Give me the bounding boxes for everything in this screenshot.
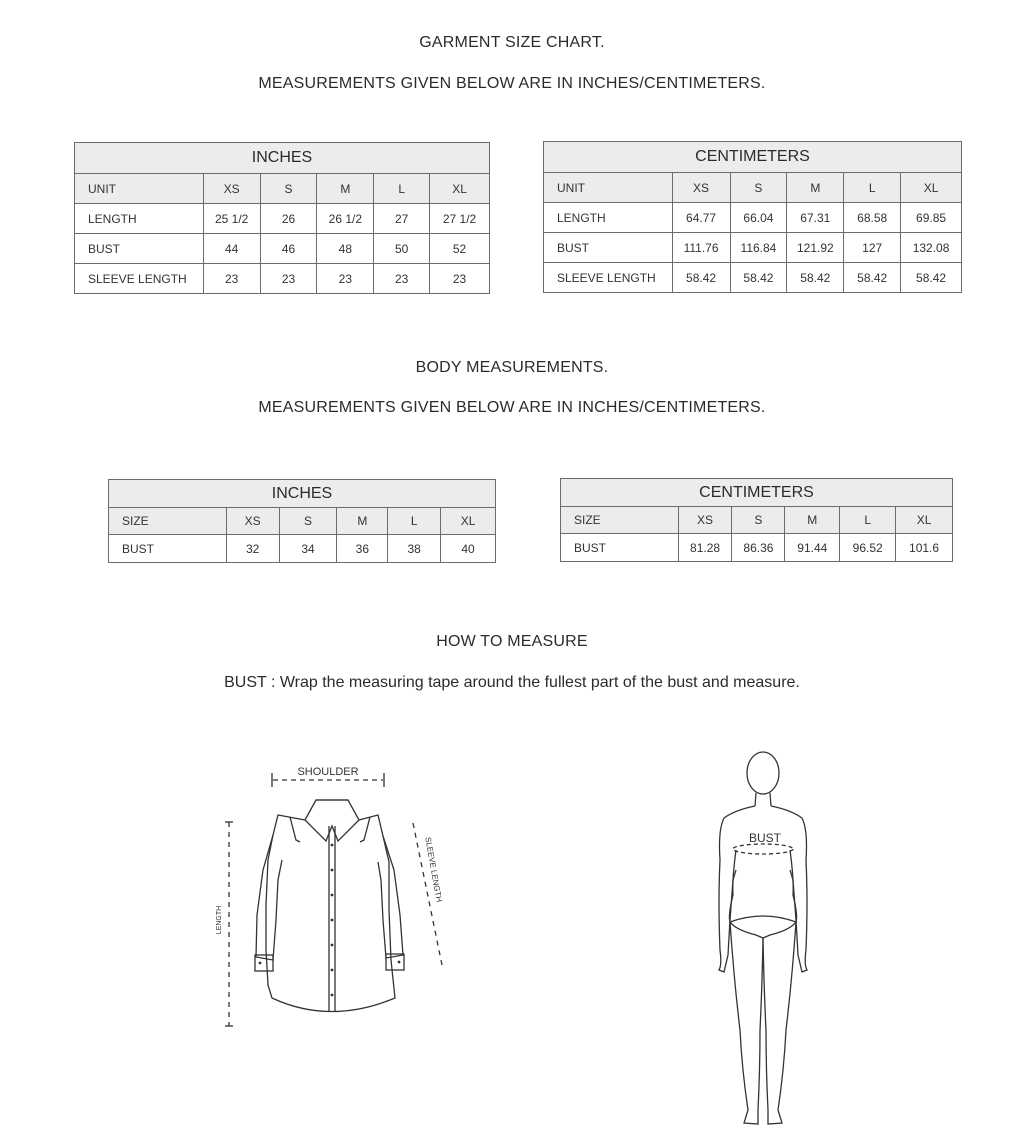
table-row (544, 233, 962, 263)
row-label: BUST (544, 233, 673, 263)
column-header: M (787, 173, 844, 203)
table-cell: 26 1/2 (317, 204, 374, 234)
column-header: L (840, 507, 896, 534)
table-cell: 58.42 (730, 263, 787, 293)
table-cell: 38 (388, 535, 441, 563)
column-header: UNIT (75, 174, 204, 204)
table-cell: 32 (226, 535, 279, 563)
column-header: L (388, 508, 441, 535)
column-header: SIZE (561, 507, 679, 534)
column-header: L (844, 173, 901, 203)
bust-label: BUST (748, 831, 782, 845)
shirt-illustration (200, 760, 460, 1040)
table-cell: 58.42 (901, 263, 962, 293)
table-row (544, 263, 962, 293)
table-cell: 58.42 (672, 263, 730, 293)
row-label: BUST (75, 234, 204, 264)
table-row (109, 535, 496, 563)
table-cell: 23 (317, 264, 374, 294)
table-cell: 101.6 (896, 534, 953, 562)
table-title: INCHES (75, 143, 490, 174)
table-title: CENTIMETERS (544, 142, 962, 173)
table-cell: 34 (279, 535, 337, 563)
body-units-note: MEASUREMENTS GIVEN BELOW ARE IN INCHES/CENTIMETERS. (258, 399, 766, 416)
table-cell: 127 (844, 233, 901, 263)
table-row (75, 204, 490, 234)
table-cell: 44 (203, 234, 260, 264)
table-cell: 86.36 (732, 534, 785, 562)
table-cell: 23 (260, 264, 317, 294)
row-label: SLEEVE LENGTH (75, 264, 204, 294)
length-label: LENGTH (216, 905, 223, 935)
row-label: BUST (561, 534, 679, 562)
table-cell: 68.58 (844, 203, 901, 233)
table-cell: 132.08 (901, 233, 962, 263)
table-cell: 23 (374, 264, 430, 294)
column-header: SIZE (109, 508, 227, 535)
garment-size-chart-title: GARMENT SIZE CHART. (419, 34, 605, 51)
table-cell: 36 (337, 535, 388, 563)
table-cell: 58.42 (844, 263, 901, 293)
table-cell: 52 (430, 234, 490, 264)
row-label: BUST (109, 535, 227, 563)
column-header: XS (203, 174, 260, 204)
table-cell: 116.84 (730, 233, 787, 263)
table-cell: 121.92 (787, 233, 844, 263)
table-cell: 27 (374, 204, 430, 234)
column-header: XS (226, 508, 279, 535)
table-cell: 64.77 (672, 203, 730, 233)
table-cell: 40 (441, 535, 496, 563)
row-label: LENGTH (75, 204, 204, 234)
column-header: S (260, 174, 317, 204)
column-header: XS (672, 173, 730, 203)
garment-inches-table (74, 142, 490, 294)
table-cell: 46 (260, 234, 317, 264)
table-row (75, 264, 490, 294)
column-header: S (279, 508, 337, 535)
column-header: XS (678, 507, 732, 534)
table-row (75, 234, 490, 264)
table-cell: 91.44 (785, 534, 840, 562)
table-title: INCHES (109, 480, 496, 508)
sleeve-length-label: SLEEVE LENGTH (423, 836, 444, 903)
table-cell: 111.76 (672, 233, 730, 263)
table-cell: 23 (203, 264, 260, 294)
column-header: XL (441, 508, 496, 535)
table-cell: 81.28 (678, 534, 732, 562)
column-header: M (337, 508, 388, 535)
table-title: CENTIMETERS (561, 479, 953, 507)
column-header: XL (896, 507, 953, 534)
garment-units-note: MEASUREMENTS GIVEN BELOW ARE IN INCHES/CENTIMETERS. (258, 75, 766, 92)
body-inches-table (108, 479, 496, 563)
table-cell: 48 (317, 234, 374, 264)
body-centimeters-table (560, 478, 953, 562)
how-to-measure-title: HOW TO MEASURE (436, 633, 588, 650)
column-header: L (374, 174, 430, 204)
column-header: XL (901, 173, 962, 203)
table-cell: 25 1/2 (203, 204, 260, 234)
column-header: UNIT (544, 173, 673, 203)
column-header: M (317, 174, 374, 204)
column-header: S (730, 173, 787, 203)
table-cell: 26 (260, 204, 317, 234)
table-cell: 50 (374, 234, 430, 264)
bust-instruction: BUST : Wrap the measuring tape around the fullest part of the bust and measure. (224, 674, 800, 691)
table-cell: 27 1/2 (430, 204, 490, 234)
table-cell: 67.31 (787, 203, 844, 233)
row-label: SLEEVE LENGTH (544, 263, 673, 293)
shoulder-label: SHOULDER (297, 766, 359, 778)
table-row (561, 534, 953, 562)
row-label: LENGTH (544, 203, 673, 233)
table-cell: 23 (430, 264, 490, 294)
body-measurements-title: BODY MEASUREMENTS. (415, 359, 609, 376)
table-cell: 66.04 (730, 203, 787, 233)
table-cell: 58.42 (787, 263, 844, 293)
table-cell: 96.52 (840, 534, 896, 562)
column-header: S (732, 507, 785, 534)
body-figure-illustration (700, 748, 830, 1133)
column-header: XL (430, 174, 490, 204)
column-header: M (785, 507, 840, 534)
table-cell: 69.85 (901, 203, 962, 233)
garment-centimeters-table (543, 141, 962, 293)
table-row (544, 203, 962, 233)
